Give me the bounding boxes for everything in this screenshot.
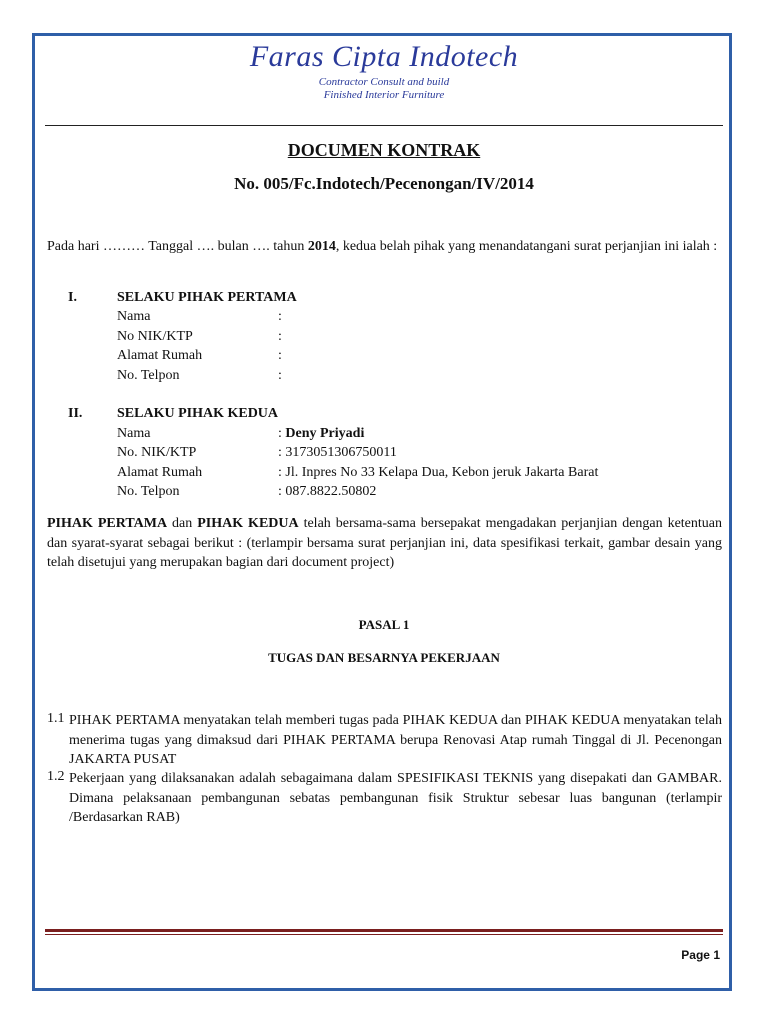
- party1-phone-label: No. Telpon: [117, 368, 180, 383]
- party1-address-label: Alamat Rumah: [117, 348, 203, 363]
- pasal-subtitle: TUGAS DAN BESARNYA PEKERJAAN: [268, 650, 500, 665]
- party1-nik-value: :: [278, 329, 282, 344]
- intro-text-post: , kedua belah pihak yang menandatangani surat perjanjian ini ialah :: [335, 239, 718, 254]
- party1-address-value: :: [278, 348, 282, 363]
- agreement-dan: dan: [167, 516, 198, 531]
- agreement-paragraph: [47, 514, 722, 573]
- party2-phone-value: : 087.8822.50802: [278, 484, 377, 499]
- party2-name: Deny Priyadi: [285, 426, 365, 441]
- document-number: No. 005/Fc.Indotech/Pecenongan/IV/2014: [234, 174, 534, 193]
- agreement-party1: PIHAK PERTAMA: [47, 516, 168, 531]
- intro-paragraph: [47, 237, 722, 257]
- item-1-1-text: PIHAK PERTAMA menyatakan telah memberi tugas pada PIHAK KEDUA dan PIHAK KEDUA menyatakan telah menerima tugas yang dimaksud dari PIHAK PERTAMA berupa Renovasi Atap rumah Tinggal di Jl. Pecenongan JAKARTA PUSAT: [69, 713, 722, 767]
- company-tagline-2: Finished Interior Furniture: [323, 89, 445, 101]
- intro-year: 2014: [307, 239, 336, 254]
- header-divider: [45, 125, 723, 126]
- item-1-1-number: 1.1: [47, 711, 65, 726]
- party2-name-colon: :: [278, 426, 286, 441]
- item-1-2-number: 1.2: [47, 769, 65, 784]
- party1-heading: SELAKU PIHAK PERTAMA: [117, 290, 297, 305]
- document-title: DOCUMEN KONTRAK: [287, 140, 481, 160]
- party2-heading: SELAKU PIHAK KEDUA: [117, 406, 279, 421]
- party1-number: I.: [68, 290, 77, 305]
- party1-phone-value: :: [278, 368, 282, 383]
- party2-name-value: [278, 426, 364, 442]
- footer-divider-thin: [45, 934, 723, 935]
- party2-address-label: Alamat Rumah: [117, 465, 203, 480]
- intro-text-pre: Pada hari ……… Tanggal …. bulan …. tahun: [47, 239, 308, 254]
- party2-nik-label: No. NIK/KTP: [117, 445, 197, 460]
- party1-nik-label: No NIK/KTP: [117, 329, 193, 344]
- agreement-party2: PIHAK KEDUA: [197, 516, 299, 531]
- company-logo-title: Faras Cipta Indotech: [249, 40, 519, 73]
- page-number: Page 1: [681, 948, 720, 962]
- party2-nik-value: : 3173051306750011: [278, 445, 397, 460]
- party2-phone-label: No. Telpon: [117, 484, 180, 499]
- party2-address-value: : Jl. Inpres No 33 Kelapa Dua, Kebon jeruk Jakarta Barat: [278, 465, 599, 480]
- footer-divider-thick: [45, 929, 723, 932]
- item-1-2-text: Pekerjaan yang dilaksanakan adalah sebagaimana dalam SPESIFIKASI TEKNIS yang disepakati dan GAMBAR. Dimana pelaksanaan pembangunan sebatas pembangunan fisik Struktur sebesar luas bangunan (terlampir /Berdasarkan RAB): [69, 771, 722, 825]
- pasal-title: PASAL 1: [358, 617, 410, 632]
- party1-name-value: :: [278, 309, 282, 324]
- party1-name-label: Nama: [117, 309, 151, 324]
- party2-number: II.: [68, 406, 83, 421]
- party2-name-label: Nama: [117, 426, 151, 441]
- agreement-text: telah bersama-sama bersepakat mengadakan perjanjian dengan ketentuan dan syarat-syarat sebagai berikut : (terlampir bersama surat perjanjian ini, data spesifikasi terkait, gambar desain yang telah disetujui yang merupakan bagian dari document project): [47, 516, 722, 570]
- company-tagline-1: Contractor Consult and build: [318, 76, 450, 88]
